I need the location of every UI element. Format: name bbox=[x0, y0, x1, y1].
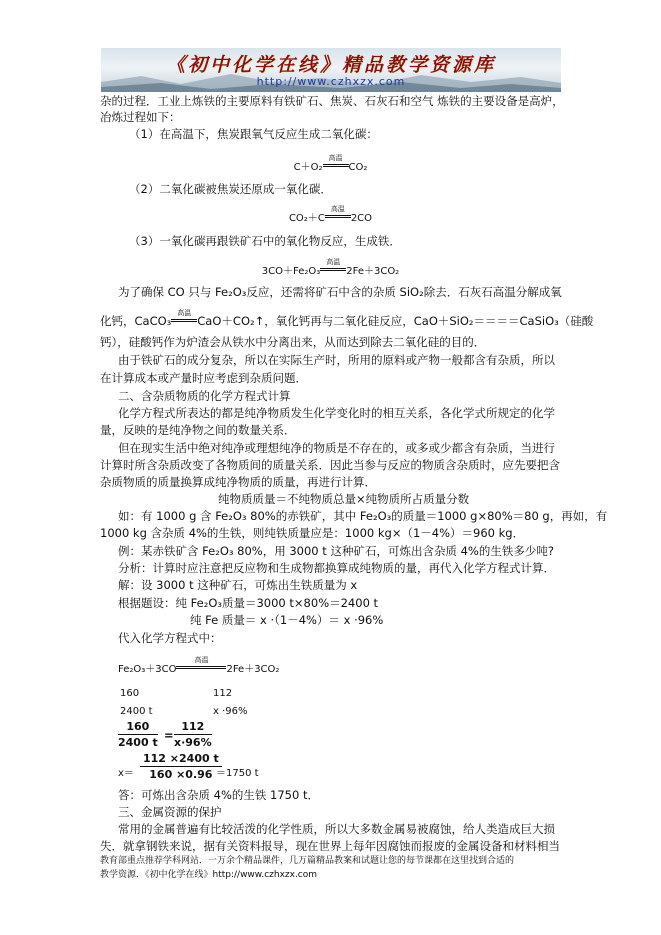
caco3-reaction-left: 化钙，CaCO₃ bbox=[100, 314, 172, 328]
solution-line: 代入化学方程式中： bbox=[118, 631, 222, 645]
mass-fe: x ·96% bbox=[213, 706, 248, 717]
equation-2 bbox=[0, 205, 661, 224]
paragraph-line: 1000 kg 含杂质 4%的生铁，则纯铁质量应是：1000 kg×（1－4%）＝960 kg． bbox=[100, 526, 525, 540]
high-temp-arrow bbox=[171, 309, 197, 327]
equation-2-left: CO₂＋C bbox=[288, 213, 325, 224]
mass-fe2o3: 2400 t bbox=[120, 706, 153, 717]
equation-1-left: C＋O₂ bbox=[293, 162, 323, 173]
paragraph-line: 钙），硅酸钙作为炉渣会从铁水中分离出来，从而达到除去二氧化硅的目的． bbox=[100, 335, 486, 349]
paragraph-line: 由于铁矿石的成分复杂，所以在实际生产时，所用的原料或产物一般都含有杂质，所以 bbox=[118, 353, 555, 367]
paragraph-line: 冶炼过程如下： bbox=[100, 110, 181, 124]
high-temp-arrow bbox=[325, 205, 351, 223]
equation-2-right: 2CO bbox=[350, 213, 373, 224]
paragraph-line: 杂的过程．工业上炼铁的主要原料有铁矿石、焦炭、石灰石和空气 炼铁的主要设备是高炉， bbox=[100, 94, 564, 108]
step-1-text: （1）在高温下，焦炭跟氧气反应生成二氧化碳： bbox=[129, 127, 378, 141]
section-heading-3: 三、金属资源的保护 bbox=[118, 805, 222, 819]
fraction-denominator: 160 ×0.96 bbox=[149, 768, 213, 781]
formula-line: 纯物质质量＝不纯物质总量×纯物质所占质量分数 bbox=[218, 492, 470, 506]
condition-label: 高温 bbox=[177, 309, 192, 317]
example-question: 例：某赤铁矿含 Fe₂O₃ 80%，用 3000 t 这种矿石，可炼出含杂质 4%的生铁多少吨? bbox=[118, 544, 554, 558]
equation-1 bbox=[0, 154, 661, 173]
fraction-result bbox=[140, 752, 222, 781]
fraction-denominator: x·96% bbox=[174, 736, 212, 749]
paragraph-line: 量，反映的是纯净物之间的数量关系． bbox=[100, 423, 296, 437]
equation-4-left: Fe₂O₃＋3CO bbox=[118, 664, 177, 675]
footer-line-1: 教育部重点推荐学科网站．一万余个精品课件，几万篇精品教案和试题让您的每节课都在这里找到合适的 bbox=[100, 856, 515, 866]
solution-line: 解：设 3000 t 这种矿石，可炼出生铁质量为 x bbox=[118, 578, 358, 592]
paragraph-line: 如：有 1000 g 含 Fe₂O₃ 80%的赤铁矿，其中 Fe₂O₃的质量＝1000 g×80%＝80 g，再如，有 bbox=[118, 509, 608, 523]
fraction-left bbox=[118, 720, 158, 749]
paragraph-line: 常用的金属普遍有比较活泼的化学性质，所以大多数金属易被腐蚀，给人类造成巨大损 bbox=[118, 822, 555, 836]
equation-4-right: 2Fe＋3CO₂ bbox=[226, 664, 280, 675]
fraction-denominator: 2400 t bbox=[118, 736, 158, 749]
fraction-numerator: 160 bbox=[118, 720, 158, 735]
equation-1-right: CO₂ bbox=[348, 162, 368, 173]
footer-line-2: 教学资源．《初中化学在线》http://www.czhxzx.com bbox=[100, 870, 318, 880]
caco3-reaction-right: CaO＋CO₂↑，氧化钙再与二氧化硅反应，CaO＋SiO₂＝＝＝＝CaSiO₃（硅酸 bbox=[197, 314, 594, 328]
fraction-numerator: 112 ×2400 t bbox=[140, 752, 222, 767]
condition-label: 高温 bbox=[330, 205, 345, 213]
paragraph-line: 化学方程式所表达的都是纯净物质发生化学变化时的相互关系，各化学式所规定的化学 bbox=[118, 406, 555, 420]
fraction-numerator: 112 bbox=[174, 720, 212, 735]
solution-line: 根据题设：纯 Fe₂O₃质量＝3000 t×80%＝2400 t bbox=[118, 596, 379, 610]
equals-sign: = bbox=[164, 728, 174, 742]
molar-mass-fe: 112 bbox=[213, 688, 233, 699]
x-label: x＝ bbox=[118, 768, 134, 779]
answer-line: 答：可炼出含杂质 4%的生铁 1750 t． bbox=[118, 788, 319, 802]
high-temp-arrow bbox=[320, 258, 346, 276]
paragraph-line: 失．就拿钢铁来说，据有关资料报导，现在世界上每年因腐蚀而报废的金属设备和材料相当 bbox=[100, 839, 560, 853]
condition-label: 高温 bbox=[328, 154, 343, 162]
banner-url[interactable]: http://www.czhxzx.com bbox=[256, 75, 406, 88]
analysis-line: 分析：计算时应注意把反应物和生成物都换算成纯物质的量，再代入化学方程式计算． bbox=[118, 561, 555, 575]
section-heading-2: 二、含杂质物质的化学方程式计算 bbox=[118, 389, 291, 403]
condition-label: 高温 bbox=[326, 258, 341, 266]
paragraph-line: 但在现实生活中绝对纯净或理想纯净的物质是不存在的，或多或少都含有杂质，当进行 bbox=[118, 441, 555, 455]
paragraph-line: 在计算成本或产量时应考虑到杂质问题． bbox=[100, 371, 307, 385]
equation-3-left: 3CO＋Fe₂O₃ bbox=[261, 266, 321, 277]
molar-mass-fe2o3: 160 bbox=[120, 688, 140, 699]
paragraph-line bbox=[100, 309, 594, 329]
fraction-right bbox=[174, 720, 212, 749]
high-temp-arrow bbox=[176, 656, 226, 674]
step-3-text: （3）一氧化碳再跟铁矿石中的氧化物反应，生成铁． bbox=[129, 234, 401, 248]
paragraph-line: 为了确保 CO 只与 Fe₂O₃反应，还需将矿石中含的杂质 SiO₂除去．石灰石高温分解成氧 bbox=[118, 285, 562, 299]
equation-4 bbox=[118, 656, 280, 677]
paragraph-line: 计算时所含杂质改变了各物质间的质量关系．因此当参与反应的物质含杂质时，应先要把含 bbox=[100, 458, 560, 472]
x-result: ＝1750 t bbox=[216, 768, 259, 779]
paragraph-line: 杂质物质的质量换算成纯净物质的质量，再进行计算． bbox=[100, 475, 376, 489]
equation-3 bbox=[0, 258, 661, 277]
equation-3-right: 2Fe＋3CO₂ bbox=[346, 266, 400, 277]
condition-label: 高温 bbox=[194, 656, 209, 664]
solution-line: 纯 Fe 质量＝ x ·（1－4%）＝ x ·96% bbox=[190, 613, 384, 627]
step-2-text: （2）二氧化碳被焦炭还原成一氧化碳． bbox=[129, 182, 332, 196]
high-temp-arrow bbox=[323, 154, 349, 172]
header-banner bbox=[101, 48, 561, 92]
banner-title: 《初中化学在线》精品教学资源库 bbox=[165, 54, 496, 76]
